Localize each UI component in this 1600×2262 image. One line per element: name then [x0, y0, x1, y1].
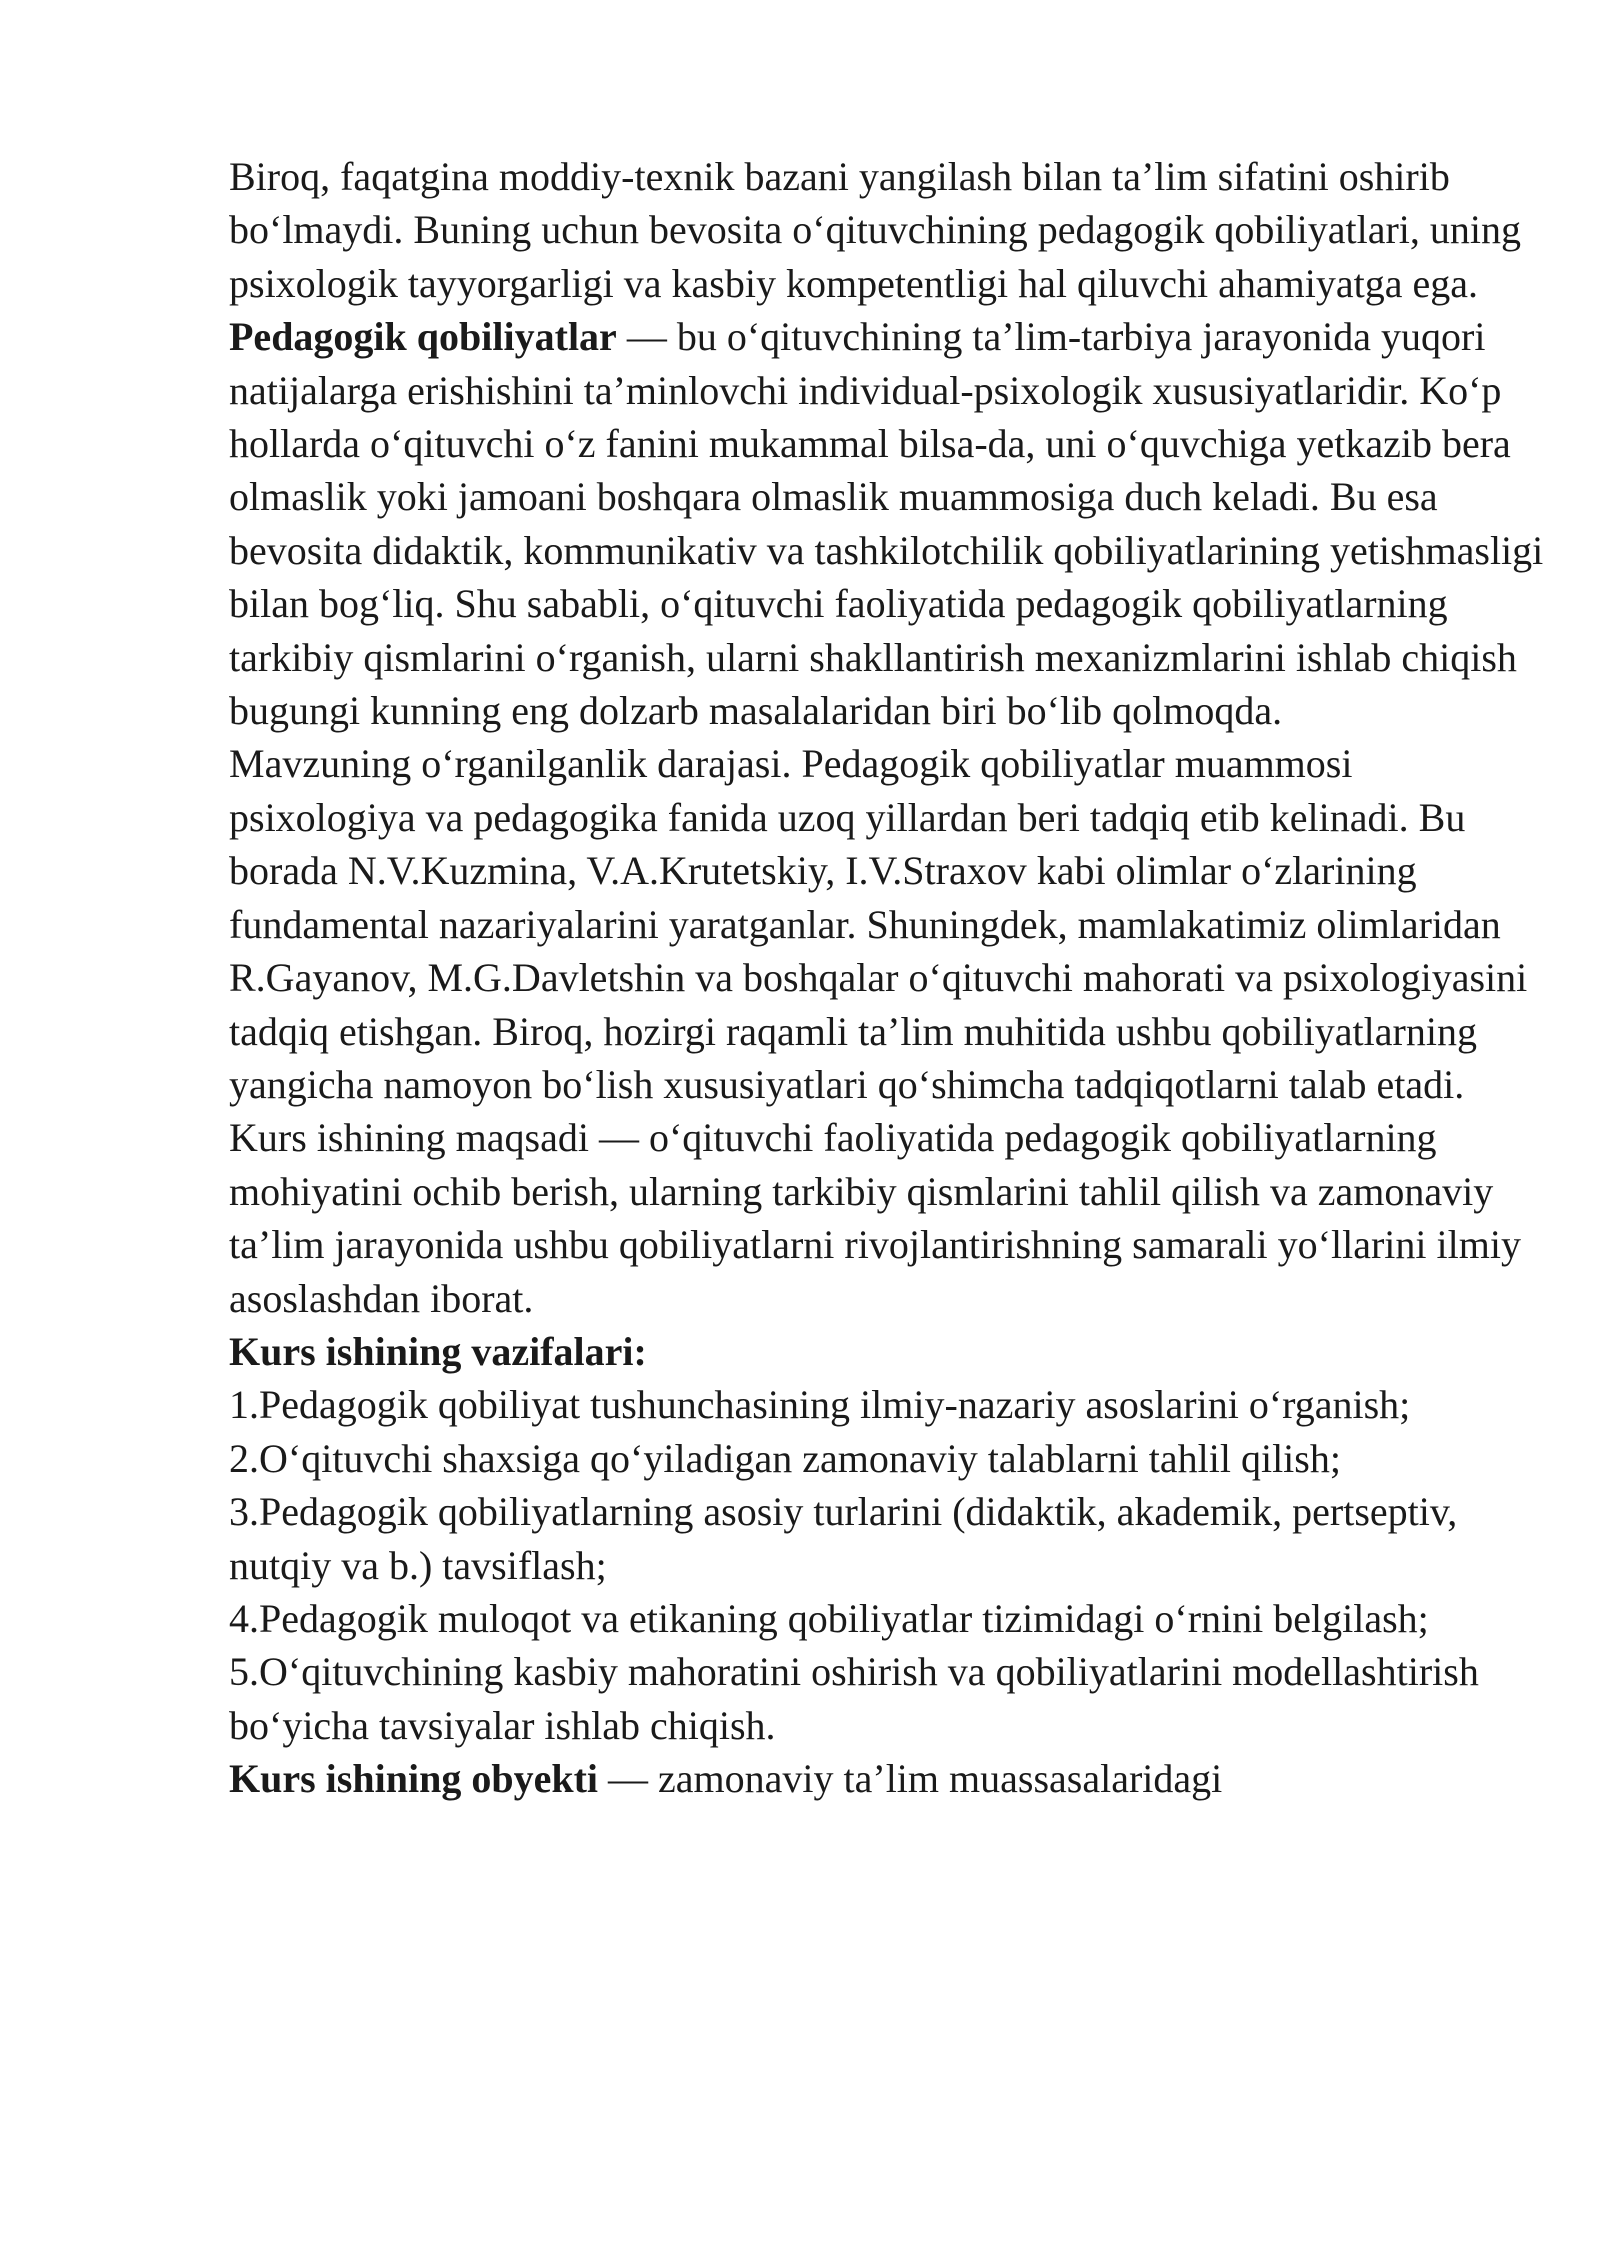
task-item-4: 4.Pedagogik muloqot va etikaning qobiliyatlar tizimidagi o‘rnini belgilash; — [229, 1595, 1429, 1641]
goal-paragraph: Kurs ishining maqsadi — o‘qituvchi faoliyatida pedagogik qobiliyatlarning mohiyatini ochib berish, ularning tarkibiy qismlarini tahlil qilish va zamonaviy ta’lim jarayonida ushbu qobiliyatlarni rivojlantirishning samarali yo‘llarini ilmiy asoslashdan iborat. — [229, 1115, 1521, 1321]
pedagogical-abilities-term: Pedagogik qobiliyatlar — [229, 314, 617, 360]
object-text: — zamonaviy ta’lim muassasalaridagi — [598, 1756, 1223, 1802]
tasks-heading-text: Kurs ishining vazifalari: — [229, 1328, 647, 1374]
object-term: Kurs ishining obyekti — [229, 1756, 599, 1802]
pedagogical-abilities-paragraph — [229, 310, 1549, 737]
task-item-1: 1.Pedagogik qobiliyat tushunchasining ilmiy-nazariy asoslarini o‘rganish; — [229, 1382, 1411, 1428]
tasks-heading — [229, 1325, 1549, 1378]
task-item-2: 2.O‘qituvchi shaxsiga qo‘yiladigan zamonaviy talablarni tahlil qilish; — [229, 1435, 1341, 1481]
document-page — [229, 150, 1549, 1806]
object-paragraph — [229, 1752, 1549, 1805]
research-level-paragraph: Mavzuning o‘rganilganlik darajasi. Pedagogik qobiliyatlar muammosi psixologiya va pedagogika fanida uzoq yillardan beri tadqiq etib kelinadi. Bu borada N.V.Kuzmina, V.A.Krutetskiy, I.V.Straxov kabi olimlar o‘zlarining fundamental nazariyalarini yaratganlar. Shuningdek, mamlakatimiz olimlaridan R.Gayanov, M.G.Davletshin va boshqalar o‘qituvchi mahorati va psixologiyasini tadqiq etishgan. Biroq, hozirgi raqamli ta’lim muhitida ushbu qobiliyatlarning yangicha namoyon bo‘lish xususiyatlari qo‘shimcha tadqiqotlarni talab etadi. — [229, 741, 1528, 1107]
pedagogical-abilities-text: — bu o‘qituvchining ta’lim-tarbiya jarayonida yuqori natijalarga erishishini ta’minlovchi individual-psixologik xususiyatlaridir. Ko‘p hollarda o‘qituvchi o‘z fanini mukammal bilsa-da, uni o‘quvchiga yetkazib bera olmaslik yoki jamoani boshqara olmaslik muammosiga duch keladi. Bu esa bevosita didaktik, kommunikativ va tashkilotchilik qobiliyatlarining yetishmasligi bilan bog‘liq. Shu sababli, o‘qituvchi faoliyatida pedagogik qobiliyatlarning tarkibiy qismlarini o‘rganish, ularni shakllantirish mexanizmlarini ishlab chiqish bugungi kunning eng dolzarb masalalaridan biri bo‘lib qolmoqda. — [229, 314, 1544, 734]
intro-paragraph: Biroq, faqatgina moddiy-texnik bazani yangilash bilan ta’lim sifatini oshirib bo‘lmaydi. Buning uchun bevosita o‘qituvchining pedagogik qobiliyatlari, uning psixologik tayyorgarligi va kasbiy kompetentligi hal qiluvchi ahamiyatga ega. — [229, 154, 1522, 306]
task-item-3: 3.Pedagogik qobiliyatlarning asosiy turlarini (didaktik, akademik, pertseptiv, nutqiy va b.) tavsiflash; — [229, 1489, 1458, 1588]
task-item-5: 5.O‘qituvchining kasbiy mahoratini oshirish va qobiliyatlarini modellashtirish bo‘yicha tavsiyalar ishlab chiqish. — [229, 1649, 1479, 1748]
